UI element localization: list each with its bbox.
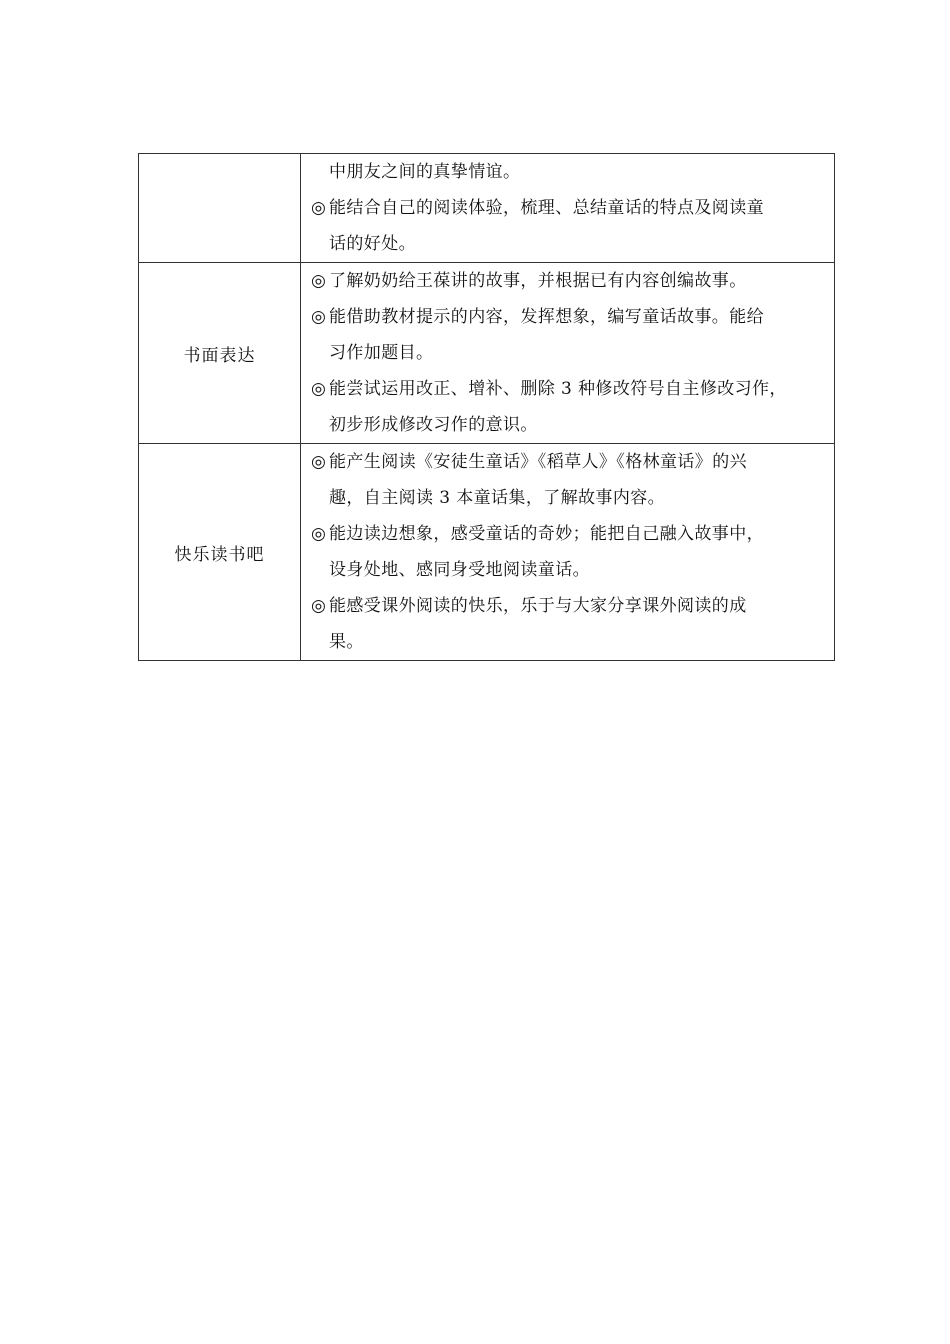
row-content <box>301 444 835 661</box>
list-item <box>311 444 828 480</box>
list-item <box>311 226 828 262</box>
row-content <box>301 263 835 444</box>
table-row <box>139 154 835 263</box>
list-item <box>311 516 828 552</box>
item-text: 中朋友之间的真挚情谊。 <box>329 162 521 182</box>
table-row <box>139 444 835 661</box>
list-item <box>311 588 828 624</box>
row-content <box>301 154 835 263</box>
list-item <box>311 552 828 588</box>
item-text: 趣，自主阅读 3 本童话集，了解故事内容。 <box>329 488 666 508</box>
item-text: 能感受课外阅读的快乐，乐于与大家分享课外阅读的成 <box>329 596 747 616</box>
list-item <box>311 624 828 660</box>
item-text: 能边读边想象，感受童话的奇妙；能把自己融入故事中， <box>329 524 764 544</box>
item-text: 话的好处。 <box>329 234 416 254</box>
bullet-icon: ◎ <box>311 307 327 327</box>
item-text: 设身处地、感同身受地阅读童话。 <box>329 560 590 580</box>
item-text: 初步形成修改习作的意识。 <box>329 415 538 435</box>
item-text: 了解奶奶给王葆讲的故事，并根据已有内容创编故事。 <box>329 271 747 291</box>
row-label <box>139 154 301 263</box>
item-text: 果。 <box>329 632 364 652</box>
item-text: 能产生阅读《安徒生童话》《稻草人》《格林童话》的兴 <box>329 452 747 472</box>
row-label: 快乐读书吧 <box>139 444 301 661</box>
list-item <box>311 154 828 190</box>
bullet-icon: ◎ <box>311 452 327 472</box>
bullet-icon: ◎ <box>311 524 327 544</box>
table-row <box>139 263 835 444</box>
list-item <box>311 407 828 443</box>
list-item <box>311 299 828 335</box>
learning-goals-table <box>138 153 835 661</box>
bullet-icon: ◎ <box>311 198 327 218</box>
bullet-icon: ◎ <box>311 379 327 399</box>
list-item <box>311 335 828 371</box>
list-item <box>311 263 828 299</box>
item-text: 能借助教材提示的内容，发挥想象，编写童话故事。能给 <box>329 307 764 327</box>
list-item <box>311 480 828 516</box>
item-text: 能尝试运用改正、增补、删除 3 种修改符号自主修改习作， <box>329 379 787 399</box>
list-item <box>311 190 828 226</box>
row-label: 书面表达 <box>139 263 301 444</box>
bullet-icon: ◎ <box>311 271 327 291</box>
list-item <box>311 371 828 407</box>
bullet-icon: ◎ <box>311 596 327 616</box>
item-text: 习作加题目。 <box>329 343 434 363</box>
item-text: 能结合自己的阅读体验，梳理、总结童话的特点及阅读童 <box>329 198 764 218</box>
